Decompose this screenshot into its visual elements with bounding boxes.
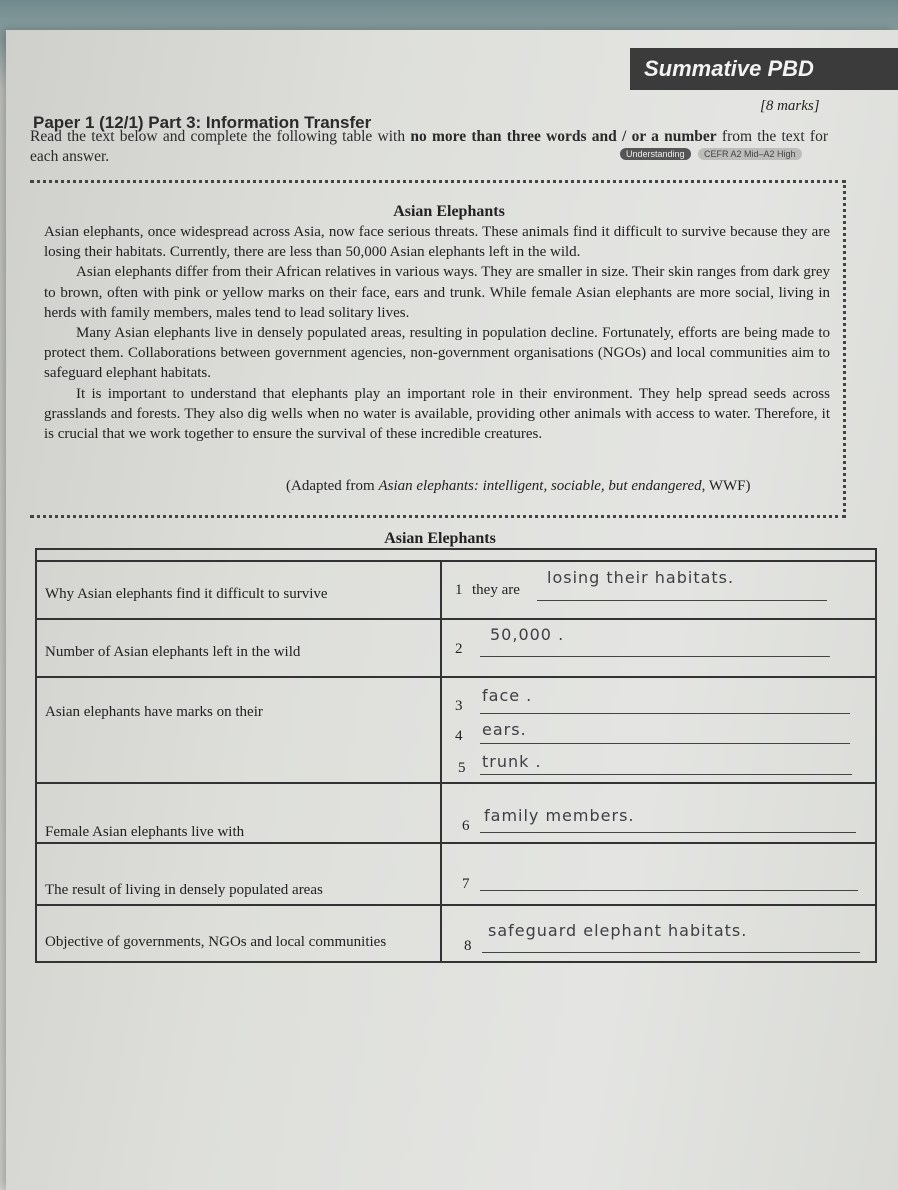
instruction-bold: no more than three words and / or a number [410, 128, 717, 145]
row-label: Asian elephants have marks on their [45, 704, 263, 720]
skill-tag: Understanding [620, 148, 691, 160]
marks-label: [8 marks] [760, 98, 820, 114]
source-citation [286, 478, 751, 495]
passage-paragraph: Asian elephants, once widespread across Asia, now face serious threats. These animals find it difficult to survive because they are losing their habitats. Currently, there are less than 50,000 Asian elephants left in the wild. [44, 224, 830, 261]
row-label: Number of Asian elephants left in the wild [45, 644, 301, 660]
handwritten-answer-4: ears. [482, 720, 527, 739]
answer-line [482, 952, 860, 953]
table-row-line [35, 676, 877, 678]
row-label: Why Asian elephants find it difficult to survive [45, 586, 328, 602]
passage-paragraph: Many Asian elephants live in densely populated areas, resulting in population decline. Fortunately, efforts are being made to protect them. Collaborations between government agencies, non-government organisations (NGOs) and local communities aim to safeguard elephant habitats. [44, 325, 830, 382]
row-label: Objective of governments, NGOs and local communities [45, 934, 387, 950]
table-row-line [35, 904, 877, 906]
summative-banner: Summative PBD [630, 48, 898, 90]
handwritten-answer-8: safeguard elephant habitats. [488, 921, 748, 940]
answer-line [480, 713, 850, 714]
answer-number: 3 [455, 698, 463, 714]
handwritten-answer-6: family members. [484, 806, 635, 825]
passage-text [44, 222, 830, 444]
level-tag: CEFR A2 Mid–A2 High [698, 148, 802, 160]
table-row-line [35, 618, 877, 620]
row-label: The result of living in densely populated areas [45, 882, 323, 898]
paper-title: Paper 1 (12/1) Part 3: Information Transfer [33, 113, 372, 132]
answer-line [480, 774, 852, 775]
answer-line [480, 832, 856, 833]
answer-number: 4 [455, 728, 463, 744]
table-row-line [35, 782, 877, 784]
passage-title: Asian Elephants [393, 203, 505, 220]
handwritten-answer-1: losing their habitats. [547, 568, 735, 587]
answer-number: 6 [462, 818, 470, 834]
answer-line [480, 890, 858, 891]
handwritten-answer-3: face . [482, 686, 533, 705]
answer-line [480, 743, 850, 744]
row-label: Female Asian elephants live with [45, 824, 245, 840]
table-divider [440, 560, 442, 963]
answer-table [35, 548, 877, 963]
table-title: Asian Elephants [384, 530, 496, 547]
instruction-post: from the text for each answer. [30, 128, 828, 165]
instruction-pre: Read the text below and complete the following table with [30, 128, 411, 145]
answer-line [480, 656, 830, 657]
answer-line [537, 600, 827, 601]
answer-prefix: they are [472, 582, 520, 598]
answer-number: 2 [455, 641, 463, 657]
source-post: , WWF) [701, 478, 751, 494]
source-pre: (Adapted from [286, 478, 379, 494]
handwritten-answer-2: 50,000 . [490, 625, 565, 644]
answer-number: 8 [464, 938, 472, 954]
passage-paragraph: It is important to understand that elephants play an important role in their environment. They help spread seeds across grasslands and forests. They also dig wells when no water is available, providing other animals with access to water. Therefore, it is crucial that we work together to ensure the survival of these incredible creatures. [44, 385, 830, 443]
table-row-line [35, 560, 877, 562]
table-row-line [35, 842, 877, 844]
handwritten-answer-5: trunk . [482, 752, 542, 771]
source-title: Asian elephants: intelligent, sociable, but endangered [378, 478, 702, 494]
answer-number: 5 [458, 760, 466, 776]
answer-number: 7 [462, 876, 470, 892]
instruction-text [30, 127, 828, 167]
answer-number: 1 [455, 582, 463, 598]
passage-paragraph: Asian elephants differ from their African relatives in various ways. They are smaller in size. Their skin ranges from dark grey to brown, often with pink or yellow marks on their face, ears and trunk. While female Asian elephants are more social, living in herds with family members, males tend to lead solitary lives. [44, 264, 830, 321]
